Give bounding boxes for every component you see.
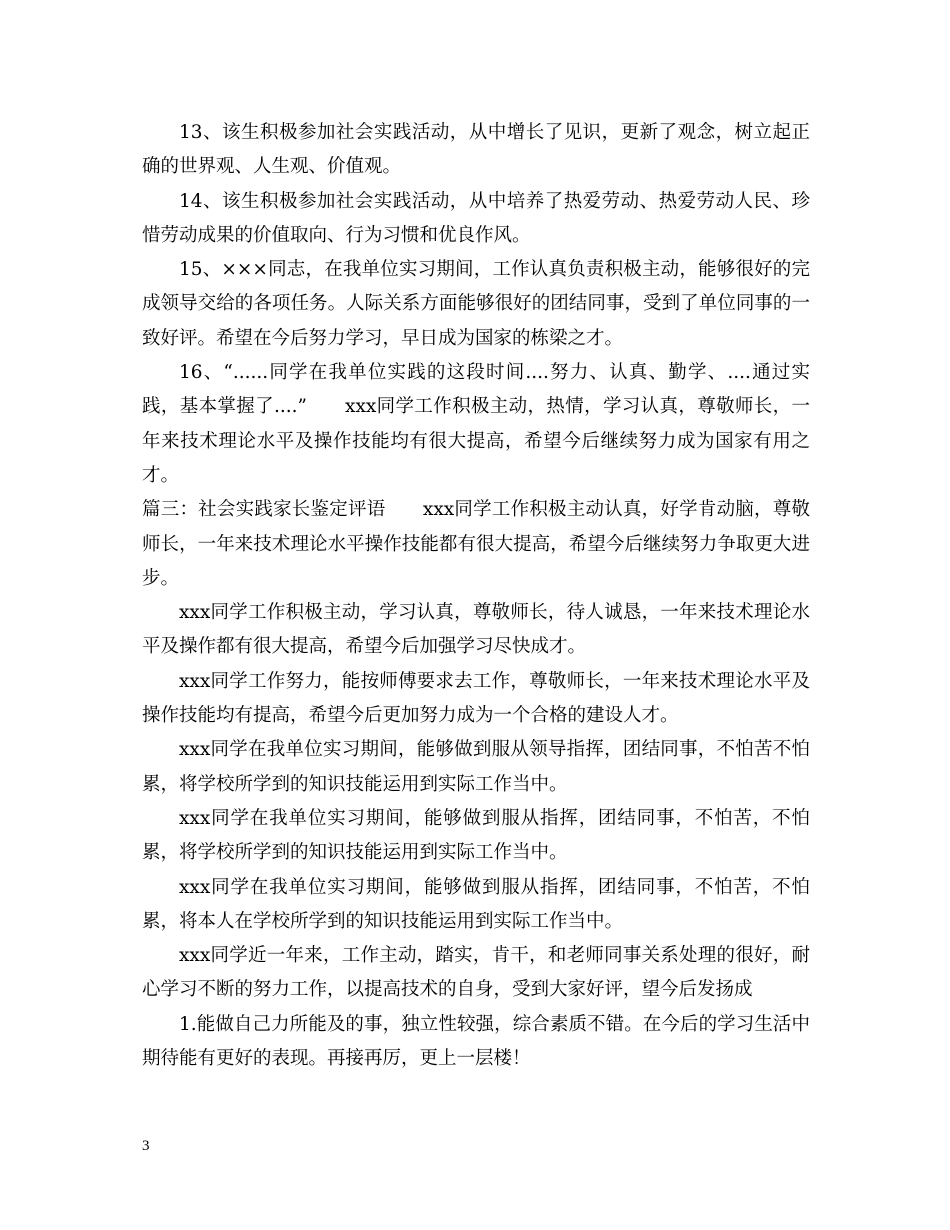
- page-number: 3: [142, 1138, 150, 1154]
- paragraph-section-three: 篇三：社会实践家长鉴定评语 xxx同学工作积极主动认真，好学肯动脑，尊敬师长，一年来技术理论水平操作技能都有很大提高，希望今后继续努力争取更大进步。: [142, 499, 810, 589]
- paragraph-comment-6: xxx同学近一年来，工作主动，踏实，肯干，和老师同事关系处理的很好，耐心学习不断的努力工作，以提高技术的自身，受到大家好评，望今后发扬成: [142, 945, 810, 1001]
- document-body: [142, 116, 810, 1076]
- paragraph-14: 14、该生积极参加社会实践活动，从中培养了热爱劳动、热爱劳动人民、珍惜劳动成果的价值取向、行为习惯和优良作风。: [142, 190, 810, 246]
- paragraph-comment-5: xxx同学在我单位实习期间，能够做到服从指挥，团结同事，不怕苦，不怕累，将本人在学校所学到的知识技能运用到实际工作当中。: [142, 876, 810, 932]
- paragraph-comment-4: xxx同学在我单位实习期间，能够做到服从指挥，团结同事，不怕苦，不怕累，将学校所学到的知识技能运用到实际工作当中。: [142, 807, 810, 864]
- paragraph-comment-2: xxx同学工作努力，能按师傅要求去工作，尊敬师长，一年来技术理论水平及操作技能均有提高，希望今后更加努力成为一个合格的建设人才。: [142, 670, 810, 727]
- paragraph-13: 13、该生积极参加社会实践活动，从中增长了见识，更新了观念，树立起正确的世界观、人生观、价值观。: [142, 122, 810, 178]
- paragraph-comment-7: 1.能做自己力所能及的事，独立性较强，综合素质不错。在今后的学习生活中期待能有更好的表现。再接再厉，更上一层楼！: [142, 1013, 810, 1070]
- paragraph-comment-3: xxx同学在我单位实习期间，能够做到服从领导指挥，团结同事，不怕苦不怕累，将学校所学到的知识技能运用到实际工作当中。: [142, 739, 810, 795]
- paragraph-16: 16、“......同学在我单位实践的这段时间....努力、认真、勤学、....通过实践，基本掌握了....” xxx同学工作积极主动，热情，学习认真，尊敬师长，一年来技术理论水平及操作技能均有很大提高，希望今后继续努力成为国家有用之才。: [142, 362, 810, 486]
- paragraph-comment-1: xxx同学工作积极主动，学习认真，尊敬师长，待人诚恳，一年来技术理论水平及操作都有很大提高，希望今后加强学习尽快成才。: [142, 602, 810, 658]
- paragraph-15: 15、×××同志，在我单位实习期间，工作认真负责积极主动，能够很好的完成领导交给的各项任务。人际关系方面能够很好的团结同事，受到了单位同事的一致好评。希望在今后努力学习，早日成为国家的栋梁之才。: [142, 259, 810, 349]
